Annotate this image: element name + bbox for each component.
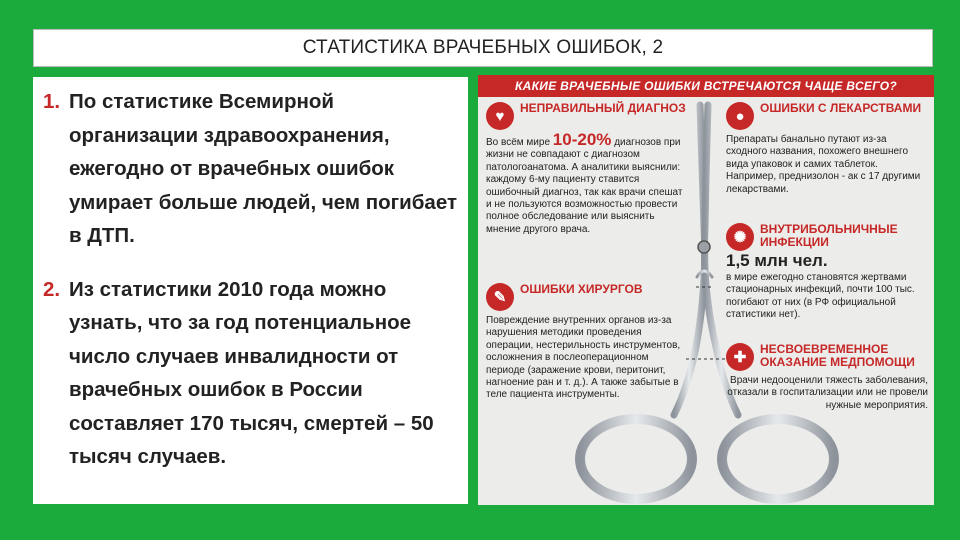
misdiagnosis-percent: 10-20%: [552, 130, 612, 149]
misdiagnosis-intro: Во всём мире: [486, 137, 551, 148]
infections-block: [726, 223, 928, 322]
slide-title: СТАТИСТИКА ВРАЧЕБНЫХ ОШИБОК, 2: [302, 37, 664, 58]
late-care-title: НЕСВОЕВРЕМЕННОЕ ОКАЗАНИЕ МЕДПОМОЩИ: [760, 342, 915, 369]
surgeons-title: ОШИБКИ ХИРУРГОВ: [520, 282, 643, 296]
misdiagnosis-text: [486, 130, 686, 236]
list-item-number: 2.: [43, 277, 61, 301]
infections-title: ВНУТРИБОЛЬНИЧНЫЕ ИНФЕКЦИИ: [760, 222, 898, 249]
list-item-text: Из статистики 2010 года можно узнать, что за год потенциальное число случаев инвалидности от врачебных ошибок в России составляет 170 тысяч, смертей – 50 тысяч случаев.: [69, 277, 434, 468]
late-care-block: [726, 343, 928, 412]
list-item-2: [43, 273, 460, 474]
surgeons-block: [486, 283, 682, 402]
drug-errors-title: ОШИБКИ С ЛЕКАРСТВАМИ: [760, 101, 922, 115]
infographic-image: [478, 75, 934, 505]
surgeons-text: Повреждение внутренних органов из-за нарушения методики проведения операции, нестерильность инструментов, осложнения в послеоперационном периоде (заражение крови, перитонит, нагноение ран и т. д.). А также забытые в теле пациента инструменты.: [486, 315, 681, 401]
text-panel: [33, 77, 468, 504]
scalpel-icon: ✎: [486, 283, 514, 311]
slide-title-bar: [33, 29, 933, 67]
list-item-number: 1.: [43, 90, 61, 113]
list-item-1: [43, 85, 460, 253]
heartbeat-icon: ♥: [486, 102, 514, 130]
misdiagnosis-title: НЕПРАВИЛЬНЫЙ ДИАГНОЗ: [520, 101, 686, 115]
bacteria-icon: ✺: [726, 223, 754, 251]
list-item-text: По статистике Всемирной организации здравоохранения, ежегодно от врачебных ошибок умирает больше людей, чем погибает в ДТП.: [69, 90, 458, 247]
infographic-header: КАКИЕ ВРАЧЕБНЫЕ ОШИБКИ ВСТРЕЧАЮТСЯ ЧАЩЕ ВСЕГО?: [478, 75, 934, 97]
drug-errors-block: [726, 102, 928, 196]
misdiagnosis-block: [486, 102, 686, 236]
pill-icon: ●: [726, 102, 754, 130]
infections-text: в мире ежегодно становятся жертвами стационарных инфекций, почти 100 тыс. погибают от них (в РФ официальной статистики нет).: [726, 272, 915, 321]
late-care-text: Врачи недооценили тяжесть заболевания, отказали в госпитализации или не провели нужные мероприятия.: [727, 375, 928, 411]
drug-errors-text: Препараты банально путают из-за сходного названия, похожего внешнего вида упаковок и самих таблеток. Например, преднизолон - ак с 17 другими лекарствами.: [726, 134, 921, 195]
misdiagnosis-body: диагнозов при жизни не совпадают с диагнозом патологоанатома. А аналитики выяснили: каждому 6-му пациенту ставится ошибочный диагноз, так как врачи спешат и не пользуются возможностью провести полное обследование или выяснить мнение другого врача.: [486, 137, 683, 235]
infections-figure: 1,5 млн чел.: [726, 251, 828, 270]
medical-cross-icon: ✚: [726, 343, 754, 371]
